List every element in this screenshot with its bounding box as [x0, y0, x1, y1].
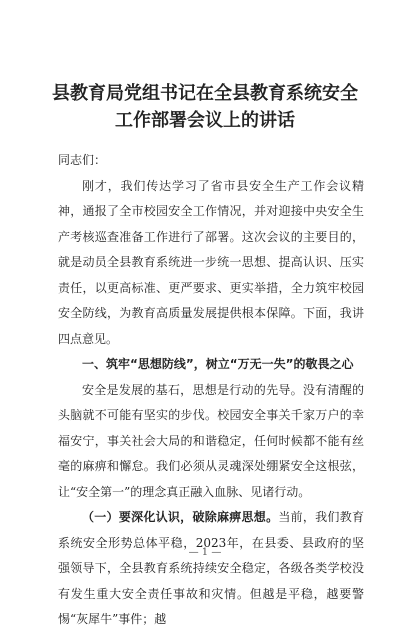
- paragraph-section-1: 安全是发展的基石，思想是行动的先导。没有清醒的头脑就不可能有坚实的步伐。校园安全事关千家万户的幸福安宁，事关社会大局的和谐稳定，任何时候都不能有丝毫的麻痹和懈怠。我们必须从灵魂深处绷紧安全这根弦，让“安全第一”的理念真正融入血脉、见诸行动。: [58, 382, 364, 499]
- document-title: 县教育局党组书记在全县教育系统安全工作部署会议上的讲话: [52, 83, 358, 131]
- subsection-text: 当前，我们教育系统安全形势总体平稳，2023年，在县委、县政府的坚强领导下，全县教育系统持续安全稳定，各级各类学校没有发生重大安全责任事故和灾情。但越是平稳，越要警惕“灰犀牛”事件；越: [58, 510, 364, 626]
- paragraph-intro: 刚才，我们传达学习了省市县安全生产工作会议精神，通报了全市校园安全工作情况，并对迎接中央安全生产考核巡查准备工作进行了部署。这次会议的主要目的，就是动员全县教育系统进一步统一思想、提高认识、压实责任，以更高标准、更严要求、更实举措，全力筑牢校园安全防线，为教育高质量发展提供根本保障。下面，我讲四点意见。: [58, 178, 364, 346]
- document-body: [58, 148, 364, 633]
- salutation: 同志们：: [58, 153, 107, 167]
- section-heading-1: 一、筑牢“思想防线”，树立“万无一失”的敬畏之心: [82, 357, 354, 371]
- subsection-lead: （一）要深化认识，破除麻痹思想。: [82, 510, 279, 524]
- paragraph-subsection-1: [58, 505, 364, 633]
- page-number: — 1 —: [188, 547, 222, 558]
